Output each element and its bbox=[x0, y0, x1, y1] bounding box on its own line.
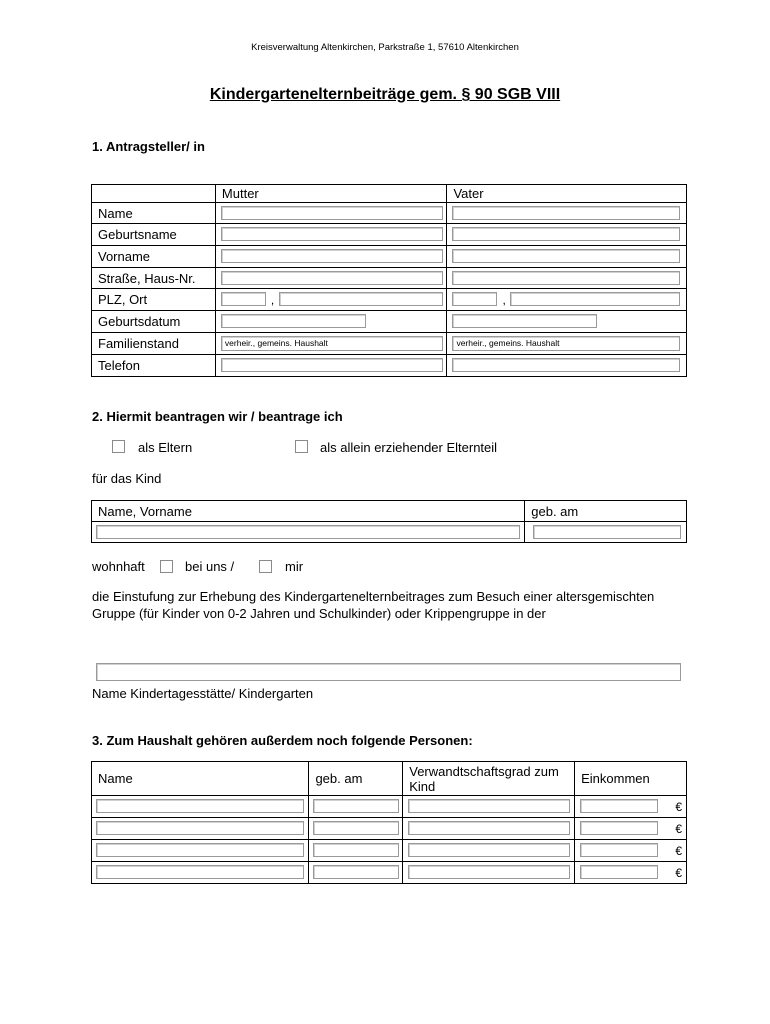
person-income-input[interactable] bbox=[580, 799, 658, 813]
with-me-label: mir bbox=[285, 559, 304, 574]
table-row bbox=[92, 862, 687, 884]
mother-city-input[interactable] bbox=[279, 292, 443, 306]
row-label-birth-name: Geburtsname bbox=[92, 224, 216, 246]
single-parent-label: als allein erziehender Elternteil bbox=[320, 440, 498, 455]
father-birth-name-input[interactable] bbox=[452, 227, 680, 241]
with-us-label: bei uns / bbox=[185, 559, 235, 574]
mother-birth-date-input[interactable] bbox=[221, 314, 366, 328]
column-header-person-birth: geb. am bbox=[309, 762, 403, 796]
row-label-name: Name bbox=[92, 203, 216, 224]
single-parent-checkbox[interactable] bbox=[295, 440, 308, 453]
child-name-input[interactable] bbox=[96, 525, 520, 539]
person-birth-date-input[interactable] bbox=[313, 843, 399, 857]
household-table bbox=[91, 761, 687, 884]
person-income-input[interactable] bbox=[580, 865, 658, 879]
euro-sign: € bbox=[675, 844, 682, 858]
applicant-table bbox=[91, 184, 687, 377]
person-relation-input[interactable] bbox=[408, 799, 570, 813]
table-row bbox=[92, 818, 687, 840]
page-title: Kindergartenelternbeiträge gem. § 90 SGB VIII bbox=[209, 86, 561, 103]
row-label-phone: Telefon bbox=[92, 355, 216, 377]
person-birth-date-input[interactable] bbox=[313, 821, 399, 835]
person-name-input[interactable] bbox=[96, 843, 304, 857]
person-income-input[interactable] bbox=[580, 821, 658, 835]
row-label-marital-status: Familienstand bbox=[92, 333, 216, 355]
column-header-mother: Mutter bbox=[215, 185, 447, 203]
mother-name-input[interactable] bbox=[221, 206, 443, 220]
mother-zip-input[interactable] bbox=[221, 292, 266, 306]
person-name-input[interactable] bbox=[96, 799, 304, 813]
row-label-street: Straße, Haus-Nr. bbox=[92, 268, 216, 289]
father-city-input[interactable] bbox=[510, 292, 680, 306]
for-child-label: für das Kind bbox=[92, 471, 162, 486]
father-birth-date-input[interactable] bbox=[452, 314, 597, 328]
person-name-input[interactable] bbox=[96, 865, 304, 879]
kita-name-label: Name Kindertagesstätte/ Kindergarten bbox=[92, 686, 314, 701]
person-relation-input[interactable] bbox=[408, 843, 570, 857]
person-birth-date-input[interactable] bbox=[313, 799, 399, 813]
child-birth-date-input[interactable] bbox=[533, 525, 681, 539]
person-name-input[interactable] bbox=[96, 821, 304, 835]
column-header-person-name: Name bbox=[92, 762, 309, 796]
header-empty-cell bbox=[92, 185, 216, 203]
father-name-input[interactable] bbox=[452, 206, 680, 220]
mother-marital-status-select[interactable]: verheir., gemeins. Haushalt bbox=[221, 336, 443, 351]
column-header-child-name: Name, Vorname bbox=[92, 501, 525, 522]
mother-first-name-input[interactable] bbox=[221, 249, 443, 263]
column-header-father: Vater bbox=[447, 185, 687, 203]
father-phone-input[interactable] bbox=[452, 358, 680, 372]
person-birth-date-input[interactable] bbox=[313, 865, 399, 879]
column-header-income: Einkommen bbox=[575, 762, 687, 796]
assessment-paragraph: die Einstufung zur Erhebung des Kindergartenelternbeitrages zum Besuch einer altersgemischten Gruppe (für Kinder von 0-2 Jahren und Schulkinder) oder Krippengruppe in der bbox=[92, 589, 655, 621]
residing-label: wohnhaft bbox=[92, 559, 145, 574]
zip-city-separator: , bbox=[502, 293, 506, 307]
column-header-relation: Verwandtschaftsgrad zum Kind bbox=[403, 762, 575, 796]
table-row bbox=[92, 796, 687, 818]
section1-heading: 1. Antragsteller/ in bbox=[92, 139, 205, 154]
person-relation-input[interactable] bbox=[408, 865, 570, 879]
euro-sign: € bbox=[675, 866, 682, 880]
father-first-name-input[interactable] bbox=[452, 249, 680, 263]
header-address: Kreisverwaltung Altenkirchen, Parkstraße 1, 57610 Altenkirchen bbox=[251, 42, 519, 53]
table-row bbox=[92, 840, 687, 862]
row-label-zip-city: PLZ, Ort bbox=[92, 289, 216, 311]
as-parents-checkbox[interactable] bbox=[112, 440, 125, 453]
person-relation-input[interactable] bbox=[408, 821, 570, 835]
as-parents-label: als Eltern bbox=[138, 440, 193, 455]
zip-city-separator: , bbox=[270, 293, 275, 307]
euro-sign: € bbox=[675, 800, 682, 814]
father-street-input[interactable] bbox=[452, 271, 680, 285]
child-table bbox=[91, 500, 687, 543]
section2-heading: 2. Hiermit beantragen wir / beantrage ich bbox=[92, 409, 343, 424]
mother-birth-name-input[interactable] bbox=[221, 227, 443, 241]
mother-phone-input[interactable] bbox=[221, 358, 443, 372]
kita-name-input[interactable] bbox=[96, 663, 681, 681]
person-income-input[interactable] bbox=[580, 843, 658, 857]
row-label-birth-date: Geburtsdatum bbox=[92, 311, 216, 333]
euro-sign: € bbox=[675, 822, 682, 836]
father-marital-status-select[interactable]: verheir., gemeins. Haushalt bbox=[452, 336, 680, 351]
father-zip-input[interactable] bbox=[452, 292, 497, 306]
with-me-checkbox[interactable] bbox=[259, 560, 272, 573]
section3-heading: 3. Zum Haushalt gehören außerdem noch folgende Personen: bbox=[92, 733, 473, 748]
row-label-first-name: Vorname bbox=[92, 246, 216, 268]
column-header-child-birth: geb. am bbox=[525, 501, 687, 522]
with-us-checkbox[interactable] bbox=[160, 560, 173, 573]
mother-street-input[interactable] bbox=[221, 271, 443, 285]
